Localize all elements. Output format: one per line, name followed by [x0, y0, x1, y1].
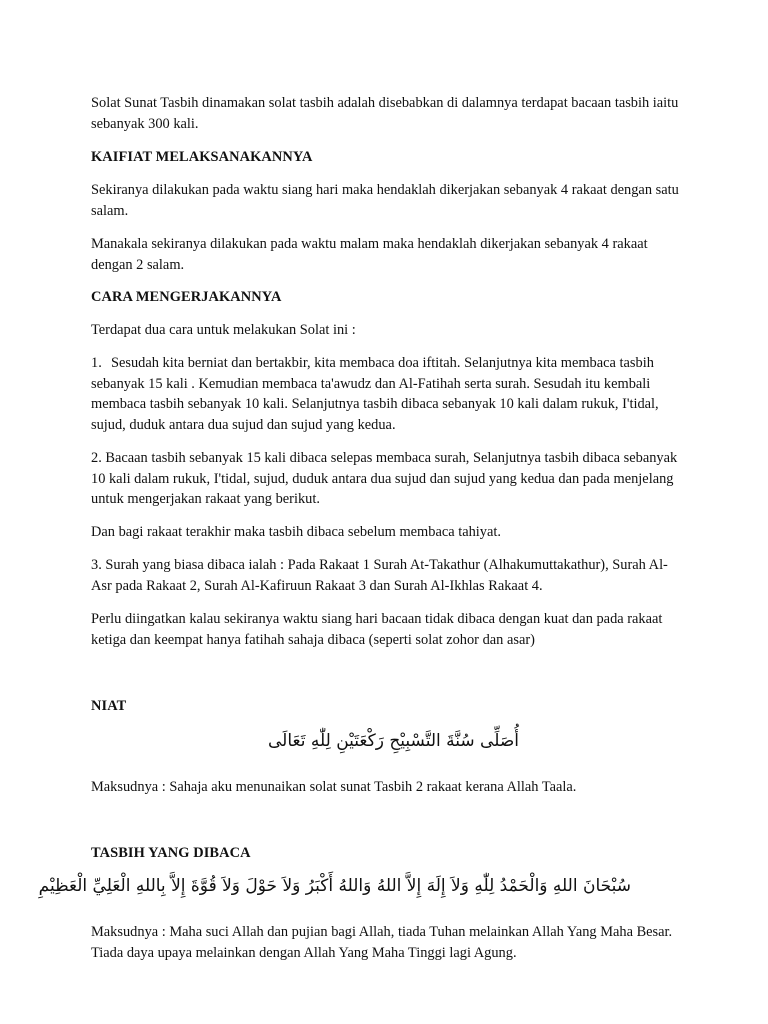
heading-niat: NIAT: [91, 698, 127, 714]
heading-cara: CARA MENGERJAKANNYA: [91, 289, 282, 305]
heading-tasbih: TASBIH YANG DIBACA: [91, 845, 251, 861]
cara-3-paragraph: 3. Surah yang biasa dibaca ialah : Pada Rakaat 1 Surah At-Takathur (Alhakumuttakathur), Surah Al-Asr pada Rakaat 2, Surah Al-Kafiruun Rakaat 3 dan Surah Al-Ikhlas Rakaat 4.: [91, 557, 668, 594]
cara-1-paragraph: [91, 353, 681, 435]
intro-paragraph: Solat Sunat Tasbih dinamakan solat tasbih adalah disebabkan di dalamnya terdapat bacaan tasbih iaitu sebanyak 300 kali.: [91, 95, 679, 132]
kaifiat-malam-paragraph: Manakala sekiranya dilakukan pada waktu malam maka hendaklah dikerjakan sebanyak 4 rakaat dengan 2 salam.: [91, 236, 648, 273]
cara-1-number: 1.: [91, 355, 102, 371]
tasbih-maksud: Maksudnya : Maha suci Allah dan pujian bagi Allah, tiada Tuhan melainkan Allah Yang Maha Besar. Tiada daya upaya melainkan dengan Allah Yang Maha Tinggi lagi Agung.: [91, 924, 673, 961]
cara-1-text: Sesudah kita berniat dan bertakbir, kita membaca doa iftitah. Selanjutnya kita membaca tasbih sebanyak 15 kali . Kemudian membaca ta'awudz dan Al-Fatihah serta surah. Sesudah itu kembali membaca tasbih sebanyak 10 kali. Selanjutnya tasbih dibaca sebanyak 10 kali dalam rukuk, I'tidal, sujud, duduk antara dua sujud dan sujud yang kedua.: [91, 355, 659, 433]
kaifiat-siang-paragraph: Sekiranya dilakukan pada waktu siang hari maka hendaklah dikerjakan sebanyak 4 rakaat dengan satu salam.: [91, 182, 679, 219]
cara-2-paragraph: 2. Bacaan tasbih sebanyak 15 kali dibaca selepas membaca surah, Selanjutnya tasbih dibaca sebanyak 10 kali dalam rukuk, I'tidal, sujud, duduk antara dua sujud dan sujud yang kedua dan pada menjelang untuk mengerjakan rakaat yang berikut.: [91, 450, 678, 507]
peringatan-paragraph: Perlu diingatkan kalau sekiranya waktu siang hari bacaan tidak dibaca dengan kuat dan pada rakaat ketiga dan keempat hanya fatihah sahaja dibaca (seperti solat zohor dan asar): [91, 611, 663, 648]
niat-arabic-text: أُصَلِّى سُنَّةَ التَّسْبِيْحِ رَكْعَتَيْنِ لِلّٰهِ تَعَالَى: [268, 731, 519, 751]
niat-maksud: Maksudnya : Sahaja aku menunaikan solat sunat Tasbih 2 rakaat kerana Allah Taala.: [91, 779, 577, 795]
heading-kaifiat: KAIFIAT MELAKSANAKANNYA: [91, 149, 313, 165]
cara-intro: Terdapat dua cara untuk melakukan Solat ini :: [91, 322, 356, 338]
tasbih-arabic-text: سُبْحَانَ اللهِ وَالْحَمْدُ لِلّٰهِ وَلاَ إِلَهَ إِلاَّ اللهُ وَاللهُ أَكْبَرُ وَلاَ حَوْلَ وَلاَ قُوَّةَ إِلاَّ بِاللهِ الْعَلِيِّ الْعَظِيْمِ: [38, 876, 631, 896]
cara-2-note: Dan bagi rakaat terakhir maka tasbih dibaca sebelum membaca tahiyat.: [91, 524, 501, 540]
